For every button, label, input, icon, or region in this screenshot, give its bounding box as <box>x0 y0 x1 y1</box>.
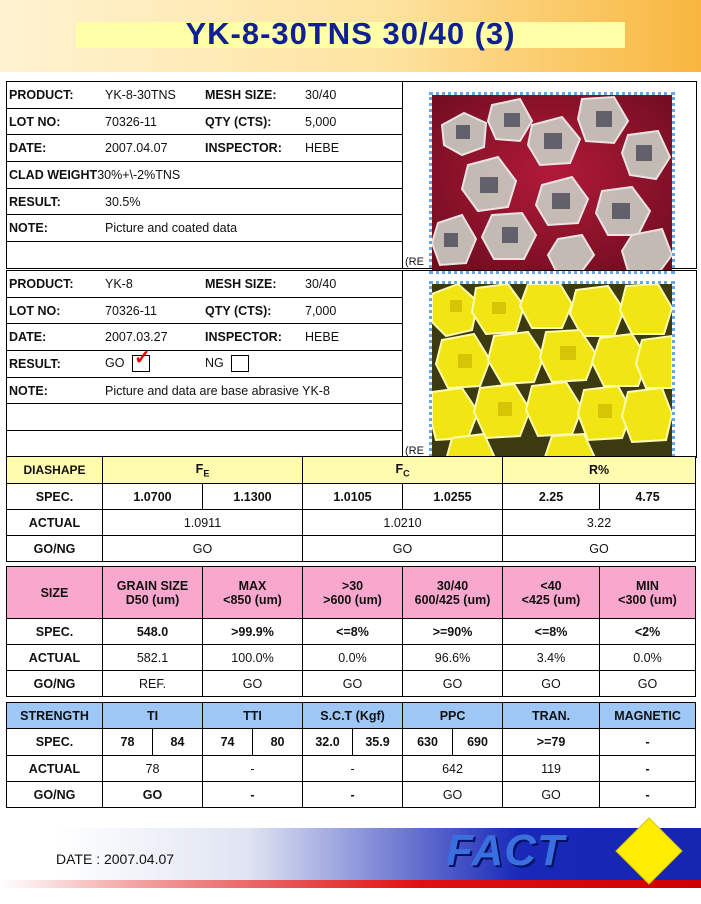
fact-logo: FACT <box>446 826 565 875</box>
actual-cell: 3.22 <box>503 510 696 536</box>
strength-table <box>6 702 696 808</box>
spec-cell: - <box>600 729 696 756</box>
actual-cell: 1.0911 <box>103 510 303 536</box>
spec-cell: 4.75 <box>600 484 696 510</box>
spec-label: SPEC. <box>7 729 103 756</box>
actual-cell: 78 <box>103 756 203 782</box>
gong-cell: GO <box>503 536 696 562</box>
gong-cell: GO <box>103 782 203 808</box>
size-col-line2: <425 (um) <box>521 592 581 607</box>
actual-cell: 1.0210 <box>303 510 503 536</box>
actual-cell: - <box>303 756 403 782</box>
yellow-diamond-logo <box>614 816 684 886</box>
fe-sub: E <box>203 468 210 479</box>
spec-cell: <2% <box>600 619 696 645</box>
inspector-value: HEBE <box>302 324 402 351</box>
actual-label: ACTUAL <box>7 645 103 671</box>
diashape-table <box>6 456 696 562</box>
fc-main: F <box>395 461 404 476</box>
note-label: NOTE: <box>6 377 102 404</box>
spec-cell: 1.0255 <box>403 484 503 510</box>
page-title: YK-8-30TNS 30/40 (3) <box>185 16 516 51</box>
result-label: RESULT: <box>6 351 102 378</box>
size-col-line1: >30 <box>341 578 364 593</box>
size-col-header <box>303 567 403 619</box>
blank-row <box>6 404 402 431</box>
spec-cell: 32.0 <box>303 729 353 756</box>
product2-info-table <box>6 271 402 457</box>
actual-label: ACTUAL <box>7 756 103 782</box>
clad-weight-label: CLAD WEIGHT <box>9 167 98 182</box>
size-col-line1: MIN <box>636 578 659 593</box>
gong-label: GO/NG <box>7 536 103 562</box>
actual-cell: 0.0% <box>600 645 696 671</box>
spec-label: SPEC. <box>7 484 103 510</box>
qty-value: 5,000 <box>302 108 402 135</box>
spec-cell: >=79 <box>503 729 600 756</box>
product-value: YK-8-30TNS <box>102 82 202 108</box>
size-col-line2: <850 (um) <box>223 592 282 607</box>
mesh-size-value: 30/40 <box>302 82 402 108</box>
gong-cell: GO <box>303 536 503 562</box>
size-col-line1: 30/40 <box>436 578 469 593</box>
checkmark-icon: ✓ <box>133 350 151 370</box>
qty-label: QTY (CTS): <box>202 297 302 324</box>
spec-cell: 690 <box>453 729 503 756</box>
inspector-value: HEBE <box>302 135 402 162</box>
product-label: PRODUCT: <box>6 82 102 108</box>
qty-label: QTY (CTS): <box>202 108 302 135</box>
spec-cell: 35.9 <box>353 729 403 756</box>
actual-cell: 119 <box>503 756 600 782</box>
actual-cell: 582.1 <box>103 645 203 671</box>
gong-label: GO/NG <box>7 671 103 697</box>
gong-cell: GO <box>503 671 600 697</box>
r-header: R% <box>503 457 696 484</box>
note-value: Picture and coated data <box>102 215 402 242</box>
gong-cell: REF. <box>103 671 203 697</box>
result-value: 30.5% <box>102 188 402 215</box>
size-col-line2: D50 (um) <box>125 592 180 607</box>
clad-weight-value: 30%+\-2%TNS <box>97 167 181 182</box>
strength-col-header: TI <box>103 703 203 729</box>
gong-cell: - <box>303 782 403 808</box>
inspector-label: INSPECTOR: <box>202 135 302 162</box>
spec-cell: 1.0700 <box>103 484 203 510</box>
strength-header: STRENGTH <box>7 703 103 729</box>
date-value: 2007.03.27 <box>102 324 202 351</box>
actual-cell: 642 <box>403 756 503 782</box>
spec-cell: 84 <box>153 729 203 756</box>
date-label: DATE: <box>6 324 102 351</box>
product-label: PRODUCT: <box>6 271 102 297</box>
size-col-line2: <300 (um) <box>618 592 677 607</box>
actual-cell: 3.4% <box>503 645 600 671</box>
fc-sub: C <box>403 468 410 479</box>
strength-col-header: S.C.T (Kgf) <box>303 703 403 729</box>
spec-cell: <=8% <box>303 619 403 645</box>
gong-cell: GO <box>303 671 403 697</box>
fc-header <box>303 457 503 484</box>
gong-cell: - <box>600 782 696 808</box>
size-col-header <box>203 567 303 619</box>
actual-cell: 100.0% <box>203 645 303 671</box>
spec-cell: 80 <box>253 729 303 756</box>
result-go-cell <box>102 351 202 378</box>
actual-cell: 0.0% <box>303 645 403 671</box>
lot-value: 70326-11 <box>102 108 202 135</box>
go-label: GO <box>105 356 125 371</box>
inspector-label: INSPECTOR: <box>202 324 302 351</box>
diashape-header: DIASHAPE <box>7 457 103 484</box>
spec-cell: 2.25 <box>503 484 600 510</box>
gong-cell: GO <box>403 782 503 808</box>
date-value: 2007.04.07 <box>102 135 202 162</box>
gong-cell: GO <box>403 671 503 697</box>
actual-cell: 96.6% <box>403 645 503 671</box>
spec-cell: 1.0105 <box>303 484 403 510</box>
clad-weight-row <box>6 162 402 189</box>
mesh-size-label: MESH SIZE: <box>202 271 302 297</box>
size-col-line1: MAX <box>238 578 267 593</box>
gong-cell: - <box>203 782 303 808</box>
gong-cell: GO <box>203 671 303 697</box>
actual-cell: - <box>203 756 303 782</box>
gong-cell: GO <box>503 782 600 808</box>
ng-checkbox[interactable] <box>231 355 249 372</box>
actual-cell: - <box>600 756 696 782</box>
result-label: RESULT: <box>6 188 102 215</box>
mesh-size-label: MESH SIZE: <box>202 82 302 108</box>
product1-info-table <box>6 82 402 268</box>
spec-cell: 630 <box>403 729 453 756</box>
gong-label: GO/NG <box>7 782 103 808</box>
lot-value: 70326-11 <box>102 297 202 324</box>
blank-row <box>6 242 402 268</box>
size-col-line2: >600 (um) <box>323 592 382 607</box>
size-table <box>6 566 696 697</box>
spec-label: SPEC. <box>7 619 103 645</box>
empty-cell <box>302 351 402 378</box>
spec-cell: <=8% <box>503 619 600 645</box>
coated-diamond-photo <box>429 92 675 274</box>
ng-label: NG <box>205 356 224 371</box>
size-col-header <box>103 567 203 619</box>
size-header: SIZE <box>7 567 103 619</box>
mesh-size-value: 30/40 <box>302 271 402 297</box>
spec-cell: 74 <box>203 729 253 756</box>
fe-header <box>103 457 303 484</box>
note-label: NOTE: <box>6 215 102 242</box>
size-col-header <box>600 567 696 619</box>
spec-cell: 548.0 <box>103 619 203 645</box>
spec-cell: >=90% <box>403 619 503 645</box>
product2-photo-cell <box>402 270 697 458</box>
photo-caption: (RE <box>405 445 424 457</box>
size-col-line1: <40 <box>540 578 562 593</box>
size-col-header <box>503 567 600 619</box>
strength-col-header: MAGNETIC <box>600 703 696 729</box>
gong-cell: GO <box>600 671 696 697</box>
qty-value: 7,000 <box>302 297 402 324</box>
product-value: YK-8 <box>102 271 202 297</box>
spec-cell: 1.1300 <box>203 484 303 510</box>
footer-red-line <box>0 880 701 888</box>
size-col-line1: GRAIN SIZE <box>116 578 189 593</box>
strength-col-header: TTI <box>203 703 303 729</box>
photo-caption: (RE <box>405 256 424 268</box>
lot-label: LOT NO: <box>6 297 102 324</box>
spec-cell: 78 <box>103 729 153 756</box>
size-col-line2: 600/425 (um) <box>414 592 491 607</box>
blank-row <box>6 431 402 457</box>
product1-photo-cell <box>402 81 697 269</box>
lot-label: LOT NO: <box>6 108 102 135</box>
go-checkbox[interactable] <box>132 350 151 372</box>
date-label: DATE: <box>6 135 102 162</box>
base-abrasive-photo <box>429 281 675 463</box>
spec-cell: >99.9% <box>203 619 303 645</box>
gong-cell: GO <box>103 536 303 562</box>
strength-col-header: TRAN. <box>503 703 600 729</box>
actual-label: ACTUAL <box>7 510 103 536</box>
result-ng-cell <box>202 351 302 378</box>
footer-date: DATE : 2007.04.07 <box>56 851 175 867</box>
size-col-header <box>403 567 503 619</box>
note-value: Picture and data are base abrasive YK-8 <box>102 377 402 404</box>
strength-col-header: PPC <box>403 703 503 729</box>
fe-main: F <box>195 461 204 476</box>
